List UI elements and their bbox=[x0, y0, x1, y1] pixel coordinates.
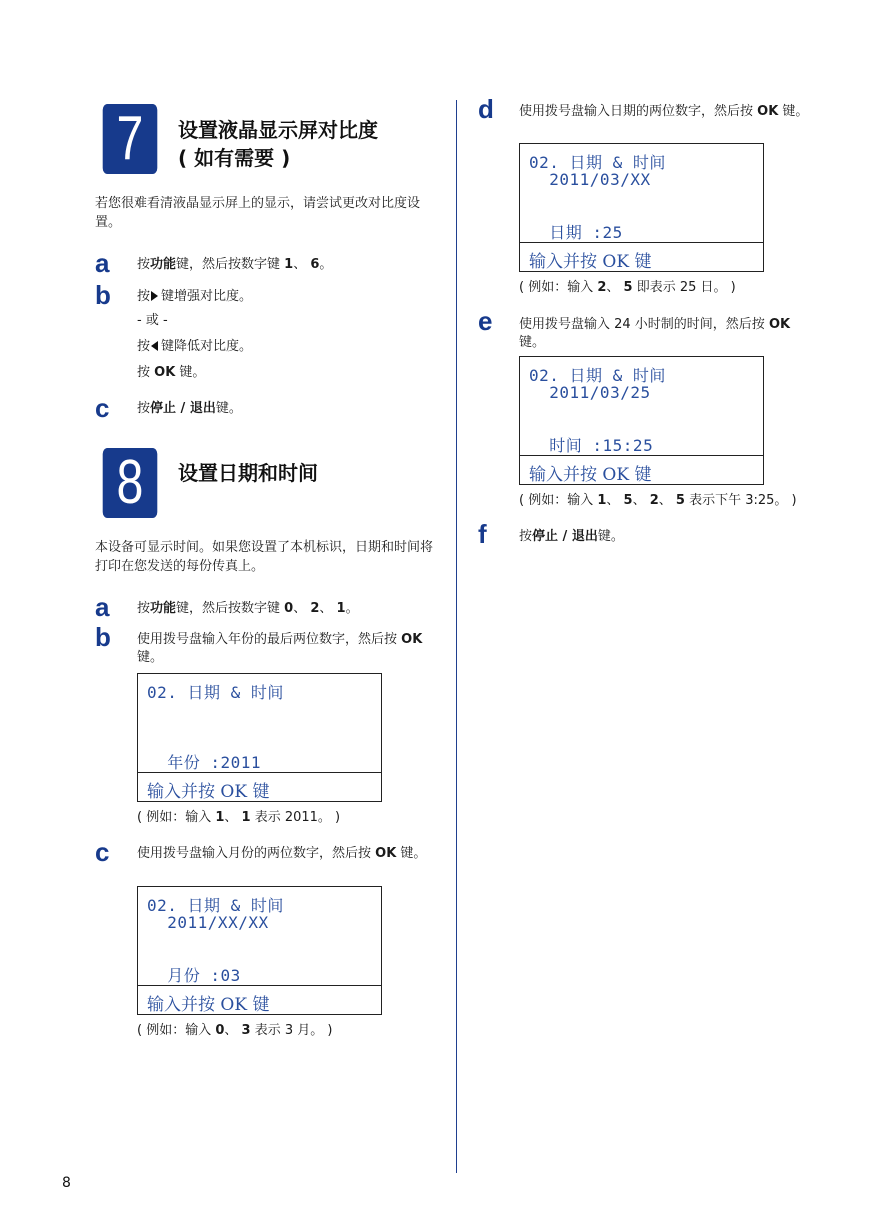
section-7-title-line1: 设置液晶显示屏对比度 bbox=[178, 118, 378, 142]
step-8b-text: 使用拨号盘输入年份的最后两位数字，然后按 OK 键。 bbox=[137, 632, 423, 665]
lcd-prompt: 输入并按 OK 键 bbox=[147, 995, 270, 1015]
step-7b-line1: 按 键增强对比度。 bbox=[137, 289, 253, 304]
lcd-line-1: 02. 日期 & 时间 bbox=[147, 683, 284, 702]
step-letter-8c: c bbox=[95, 837, 110, 867]
section-7-title bbox=[178, 116, 378, 172]
triangle-right-icon bbox=[151, 291, 158, 301]
step-8e-example: ( 例如：输入 1、 5、 2、 5 表示下午 3:25。 ) bbox=[519, 493, 797, 508]
step-number-badge-8: 8 bbox=[103, 448, 158, 518]
lcd-line-3: 年份 :2011 bbox=[147, 753, 262, 772]
lcd-line-2: 2011/03/XX bbox=[529, 170, 651, 189]
step-letter-8e: e bbox=[478, 306, 493, 336]
lcd-screen-day bbox=[519, 143, 764, 272]
step-letter-8a: a bbox=[95, 592, 110, 622]
step-7a-text: 按功能键，然后按数字键 1、 6。 bbox=[137, 257, 333, 272]
lcd-line-1: 02. 日期 & 时间 bbox=[529, 153, 666, 172]
step-8d-text: 使用拨号盘输入日期的两位数字，然后按 OK 键。 bbox=[519, 104, 809, 119]
step-8c-example: ( 例如：输入 0、 3 表示 3 月。 ) bbox=[137, 1023, 333, 1038]
lcd-prompt: 输入并按 OK 键 bbox=[147, 782, 270, 802]
step-7b-line4: 按 OK 键。 bbox=[137, 365, 206, 380]
step-7b-line2: - 或 - bbox=[137, 313, 168, 328]
step-8d-example: ( 例如：输入 2、 5 即表示 25 日。 ) bbox=[519, 280, 736, 295]
lcd-screen-month bbox=[137, 886, 382, 1015]
step-8f-text: 按停止 / 退出键。 bbox=[519, 529, 624, 544]
lcd-line-3: 月份 :03 bbox=[147, 966, 241, 985]
step-letter-7b: b bbox=[95, 280, 111, 310]
lcd-prompt: 输入并按 OK 键 bbox=[529, 465, 652, 485]
column-divider bbox=[456, 100, 457, 1173]
lcd-line-3: 时间 :15:25 bbox=[529, 436, 654, 455]
section-8-intro: 本设备可显示时间。如果您设置了本机标识，日期和时间将打印在您发送的每份传真上。 bbox=[95, 540, 434, 574]
lcd-line-1: 02. 日期 & 时间 bbox=[529, 366, 666, 385]
lcd-line-1: 02. 日期 & 时间 bbox=[147, 896, 284, 915]
step-7b-line3: 按 键降低对比度。 bbox=[137, 339, 253, 354]
lcd-prompt: 输入并按 OK 键 bbox=[529, 252, 652, 272]
step-letter-7a: a bbox=[95, 248, 110, 278]
step-8a-text: 按功能键，然后按数字键 0、 2、 1。 bbox=[137, 601, 359, 616]
lcd-line-2: 2011/XX/XX bbox=[147, 913, 269, 932]
lcd-line-3: 日期 :25 bbox=[529, 223, 623, 242]
lcd-screen-year bbox=[137, 673, 382, 802]
page-number: 8 bbox=[62, 1175, 71, 1191]
step-letter-8f: f bbox=[478, 519, 487, 549]
section-7-intro: 若您很难看清液晶显示屏上的显示，请尝试更改对比度设置。 bbox=[95, 196, 421, 230]
lcd-line-2: 2011/03/25 bbox=[529, 383, 651, 402]
step-letter-8b: b bbox=[95, 622, 111, 652]
step-8e-text: 使用拨号盘输入 24 小时制的时间，然后按 OK 键。 bbox=[519, 317, 791, 350]
step-7c-text: 按停止 / 退出键。 bbox=[137, 401, 242, 416]
step-letter-7c: c bbox=[95, 393, 110, 423]
lcd-screen-time bbox=[519, 356, 764, 485]
triangle-left-icon bbox=[151, 341, 158, 351]
section-8-title: 设置日期和时间 bbox=[178, 461, 318, 485]
step-8c-text: 使用拨号盘输入月份的两位数字，然后按 OK 键。 bbox=[137, 846, 427, 861]
step-8b-example: ( 例如：输入 1、 1 表示 2011。 ) bbox=[137, 810, 341, 825]
step-letter-8d: d bbox=[478, 94, 494, 124]
section-7-title-line2: ( 如有需要 ) bbox=[178, 146, 291, 170]
step-number-badge-7: 7 bbox=[103, 104, 158, 174]
